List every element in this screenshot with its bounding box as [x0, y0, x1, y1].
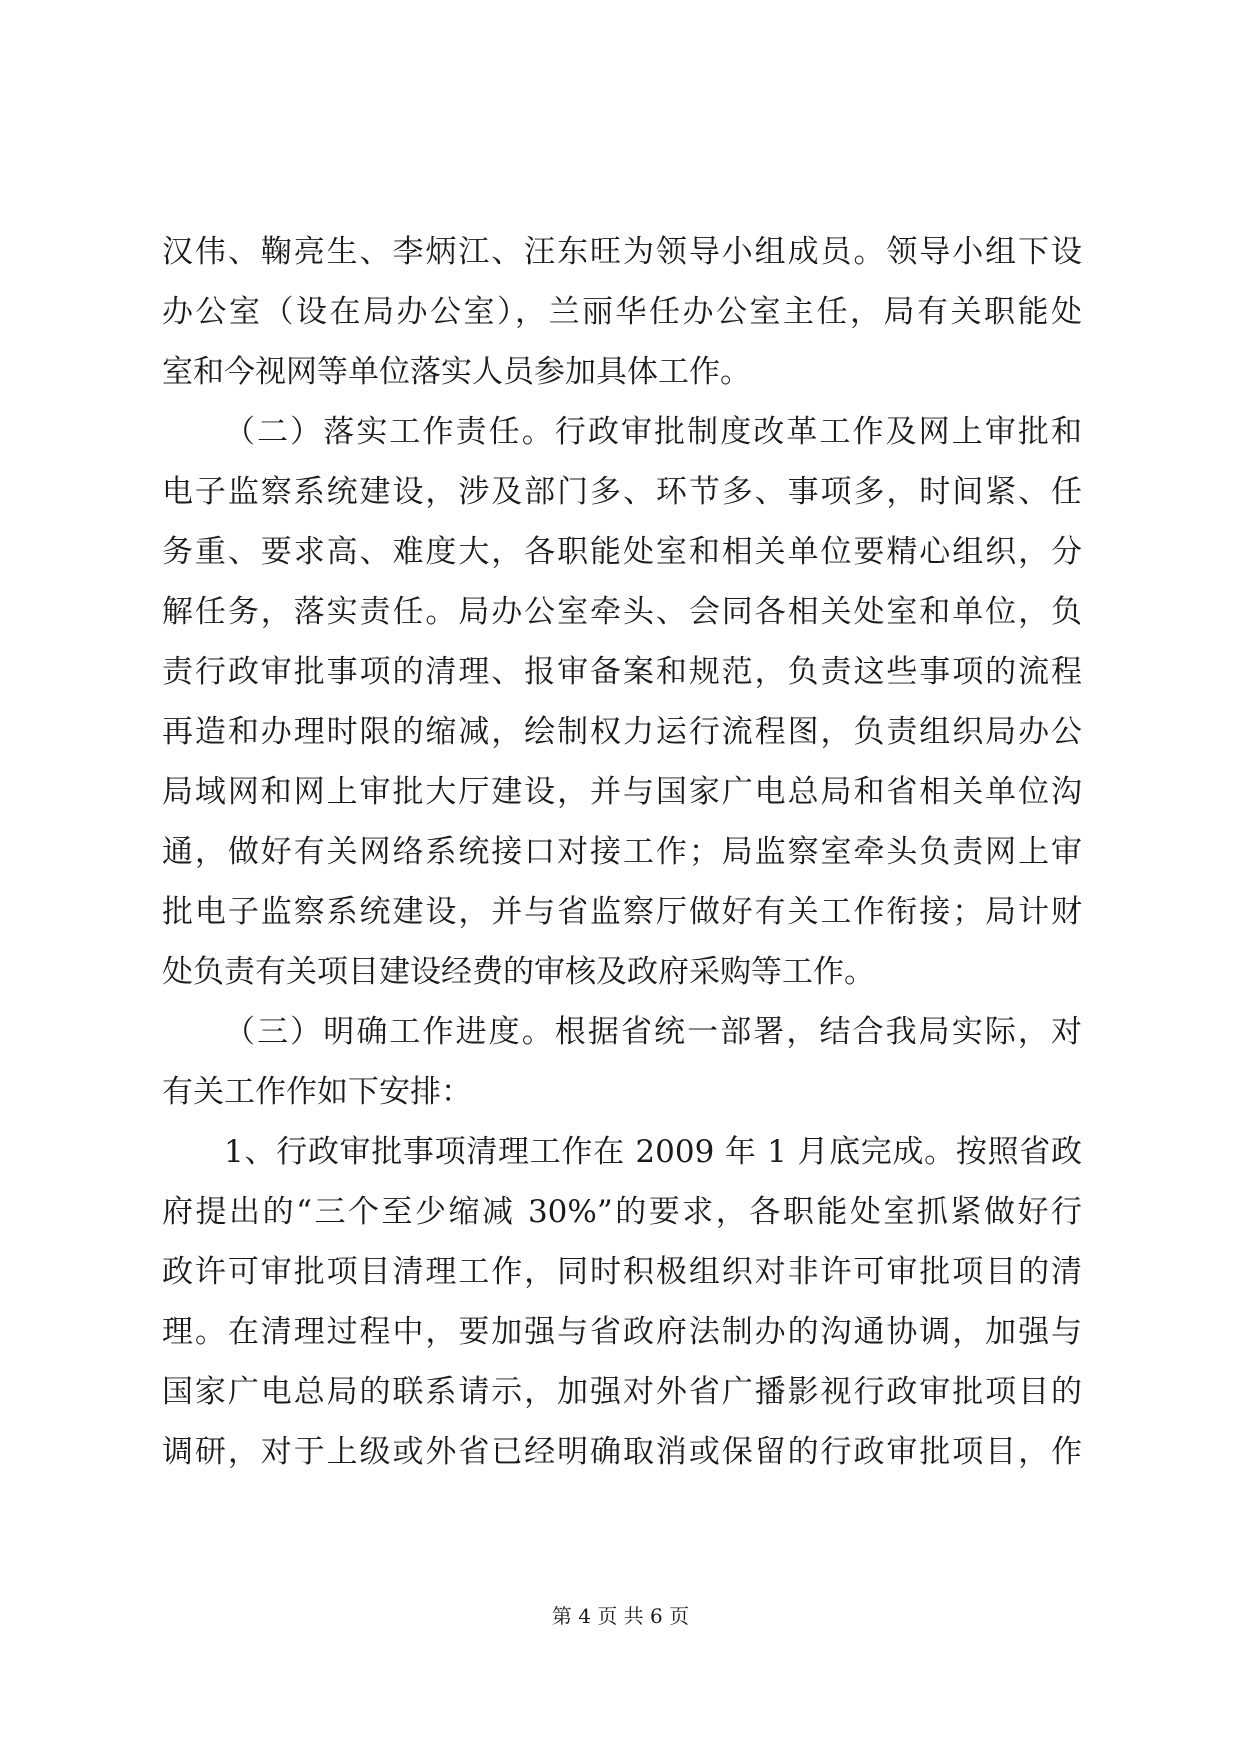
text-line: （二）落实工作责任。行政审批制度改革工作及网上审批和: [224, 414, 1082, 450]
paragraph-progress: [162, 1002, 1082, 1122]
text-line: 批电子监察系统建设，并与省监察厅做好有关工作衔接；局计财: [162, 894, 1082, 930]
text-line: 政许可审批项目清理工作，同时积极组织对非许可审批项目的清: [162, 1254, 1082, 1290]
text-line: 国家广电总局的联系请示，加强对外省广播影视行政审批项目的: [162, 1374, 1082, 1410]
document-body: [162, 222, 1082, 1482]
text-line: 解任务，落实责任。局办公室牵头、会同各相关处室和单位，负: [162, 594, 1082, 630]
text-line: （三）明确工作进度。根据省统一部署，结合我局实际，对: [224, 1014, 1082, 1050]
paragraph-item-1: [162, 1122, 1082, 1482]
text-line: 汉伟、鞠亮生、李炳江、汪东旺为领导小组成员。领导小组下设: [162, 234, 1082, 270]
text-line: 府提出的“三个至少缩减 30%”的要求，各职能处室抓紧做好行: [162, 1194, 1082, 1230]
text-line: 有关工作作如下安排：: [162, 1074, 472, 1110]
text-line: 理。在清理过程中，要加强与省政府法制办的沟通协调，加强与: [162, 1314, 1082, 1350]
paragraph-leadership-members: [162, 222, 1082, 402]
text-line: 1、行政审批事项清理工作在 2009 年 1 月底完成。按照省政: [224, 1134, 1082, 1170]
page-footer: 第 4 页 共 6 页: [551, 1604, 690, 1628]
text-line: 再造和办理时限的缩减，绘制权力运行流程图，负责组织局办公: [162, 714, 1082, 750]
paragraph-responsibility: [162, 402, 1082, 1002]
text-line: 通，做好有关网络系统接口对接工作；局监察室牵头负责网上审: [162, 834, 1082, 870]
text-line: 务重、要求高、难度大，各职能处室和相关单位要精心组织，分: [162, 534, 1082, 570]
text-line: 局域网和网上审批大厅建设，并与国家广电总局和省相关单位沟: [162, 774, 1082, 810]
text-line: 电子监察系统建设，涉及部门多、环节多、事项多，时间紧、任: [162, 474, 1082, 510]
text-line: 责行政审批事项的清理、报审备案和规范，负责这些事项的流程: [162, 654, 1082, 690]
text-line: 处负责有关项目建设经费的审核及政府采购等工作。: [162, 954, 875, 990]
text-line: 办公室（设在局办公室），兰丽华任办公室主任，局有关职能处: [162, 294, 1082, 330]
text-line: 调研，对于上级或外省已经明确取消或保留的行政审批项目，作: [162, 1434, 1082, 1470]
text-line: 室和今视网等单位落实人员参加具体工作。: [162, 354, 751, 390]
